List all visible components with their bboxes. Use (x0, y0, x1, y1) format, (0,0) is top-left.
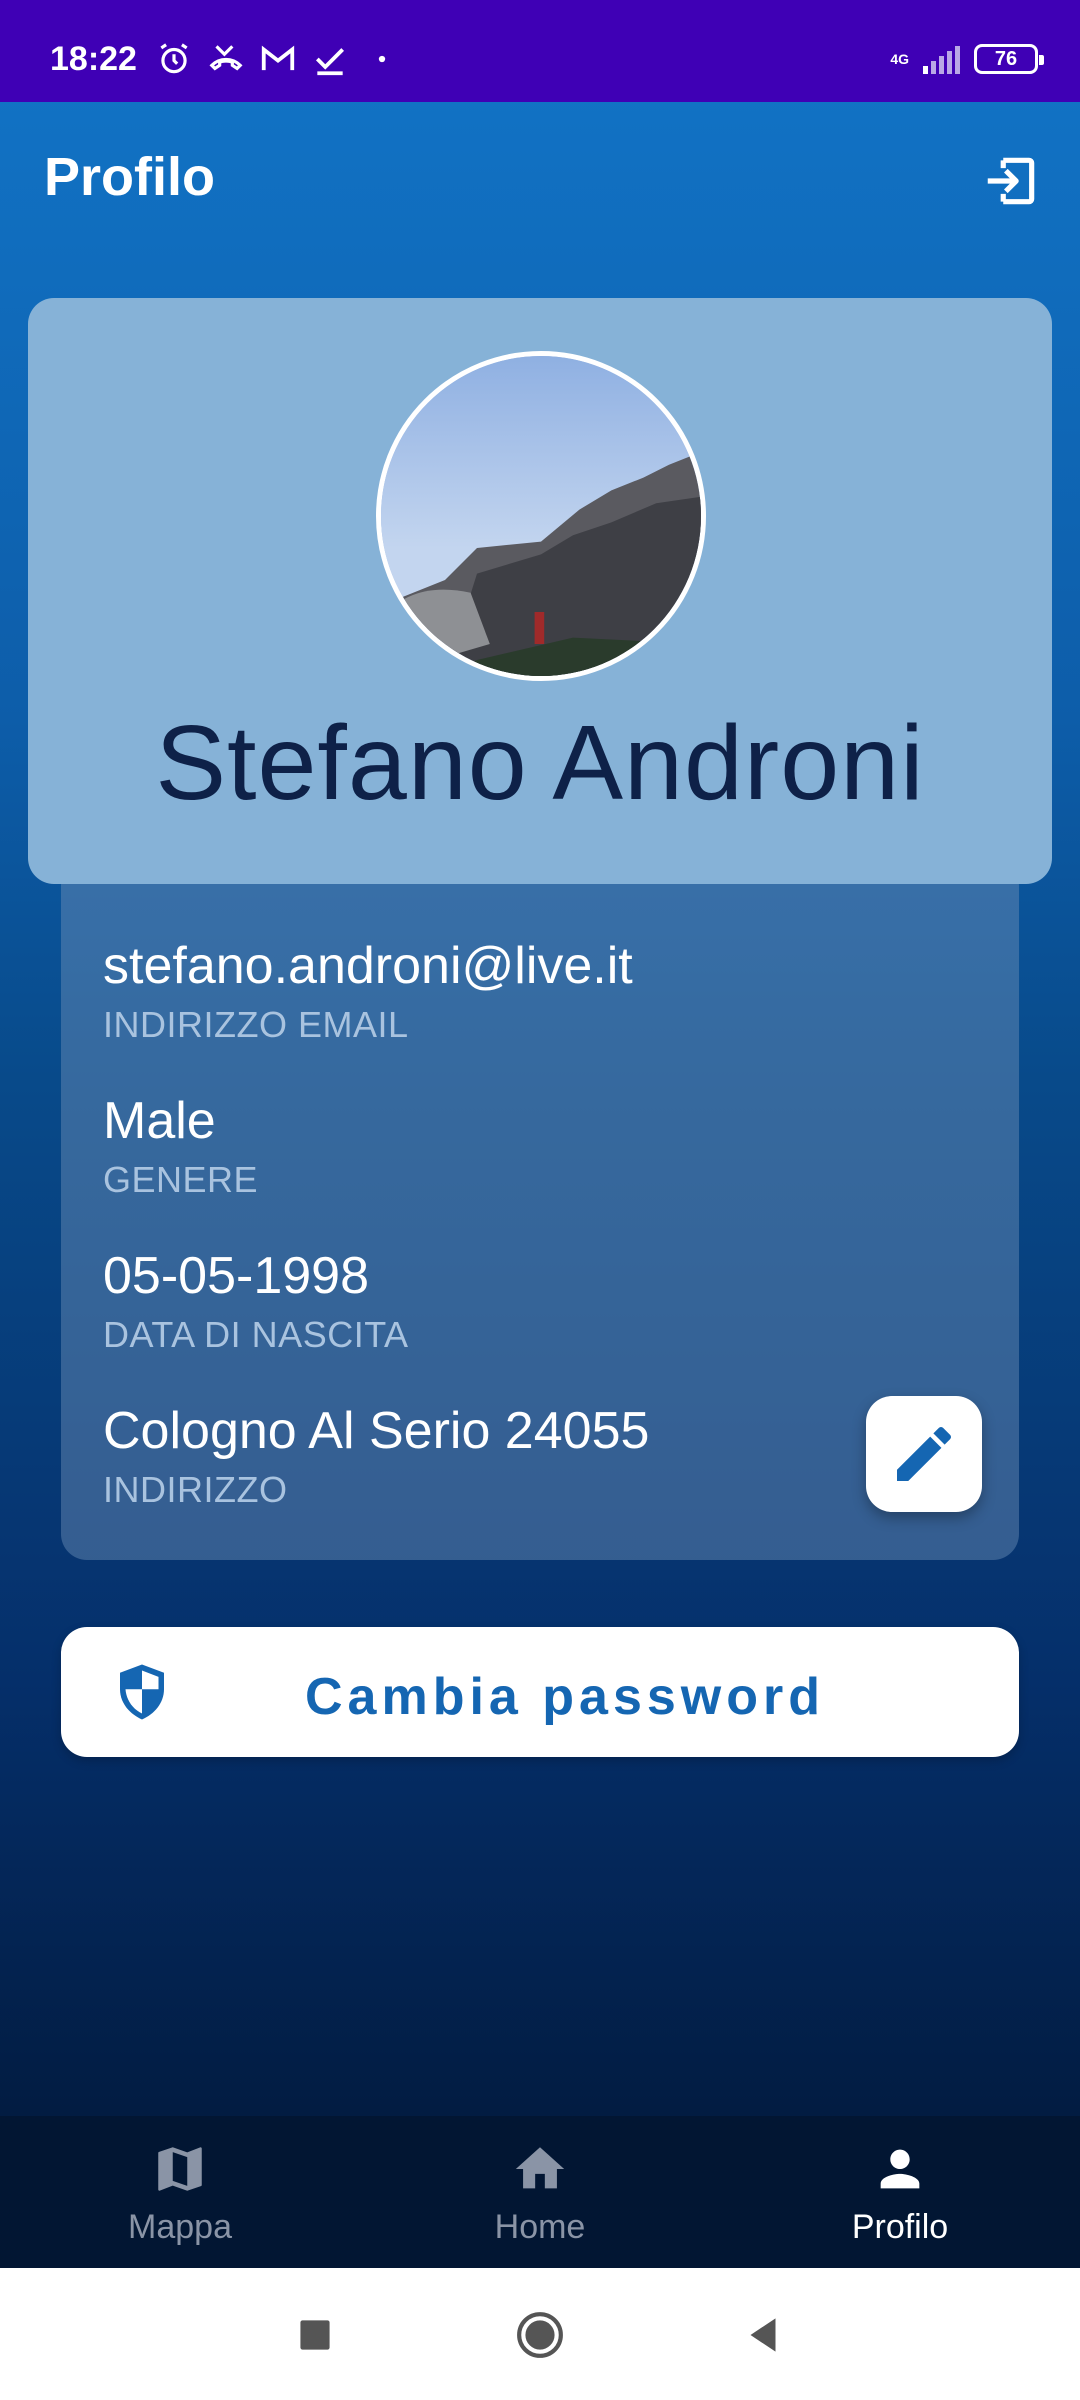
change-password-button[interactable] (61, 1627, 1019, 1757)
status-bar (0, 0, 1080, 102)
birthdate-value: 05-05-1998 (103, 1247, 369, 1305)
notification-icons (155, 40, 401, 78)
missed-call-icon (207, 40, 245, 78)
birthdate-label: DATA DI NASCITA (103, 1314, 409, 1355)
back-icon[interactable] (738, 2310, 788, 2360)
nav-label-mappa: Mappa (128, 2208, 232, 2246)
address-value: Cologno Al Serio 24055 (103, 1402, 650, 1460)
change-password-label: Cambia password (304, 1668, 826, 1726)
edit-icon (888, 1418, 960, 1490)
info-row-birthdate (103, 1246, 409, 1356)
status-right (890, 44, 1038, 74)
avatar[interactable] (376, 351, 706, 681)
profile-card (28, 298, 1052, 884)
nav-label-profilo: Profilo (851, 2208, 949, 2246)
info-card (61, 860, 1019, 1560)
map-icon (151, 2140, 209, 2198)
alarm-icon (155, 40, 193, 78)
signal-icon (923, 44, 960, 74)
info-row-email (103, 936, 633, 1046)
person-icon (871, 2140, 929, 2198)
nav-item-profilo[interactable] (720, 2140, 1080, 2260)
info-row-address (103, 1401, 649, 1511)
mountain-photo (381, 356, 701, 676)
nav-item-mappa[interactable] (0, 2140, 360, 2260)
home-icon (511, 2140, 569, 2198)
recents-icon[interactable] (290, 2310, 340, 2360)
home-system-icon[interactable] (515, 2310, 565, 2360)
nav-label-home: Home (494, 2208, 586, 2246)
check-icon (311, 40, 349, 78)
info-row-gender (103, 1091, 258, 1201)
dot-icon (363, 40, 401, 78)
edit-button[interactable] (866, 1396, 982, 1512)
status-time: 18:22 (50, 40, 137, 78)
gender-value: Male (103, 1092, 216, 1150)
profile-name: Stefano Androni (155, 704, 925, 822)
nav-item-home[interactable] (360, 2140, 720, 2260)
logout-icon[interactable] (980, 150, 1042, 212)
email-label: INDIRIZZO EMAIL (103, 1004, 409, 1045)
app-bar (0, 102, 1080, 262)
gmail-icon (259, 40, 297, 78)
address-label: INDIRIZZO (103, 1469, 288, 1510)
battery-level: 76 (994, 47, 1018, 70)
email-value: stefano.androni@live.it (103, 937, 633, 995)
system-nav-bar (0, 2268, 1080, 2400)
page-title: Profilo (44, 147, 215, 207)
bottom-nav (0, 2116, 1080, 2268)
network-type: 4G (890, 51, 909, 67)
battery-icon (974, 44, 1038, 74)
gender-label: GENERE (103, 1159, 259, 1200)
